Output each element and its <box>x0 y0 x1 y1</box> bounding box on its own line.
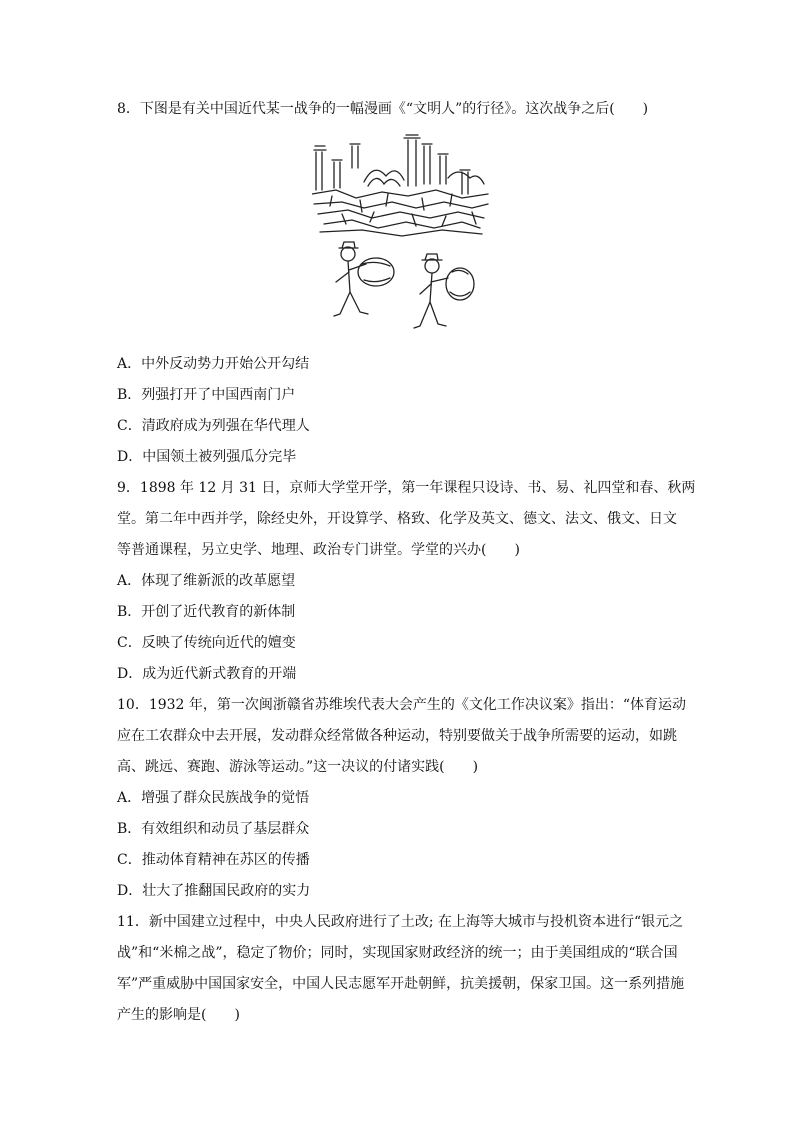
question-9-option-b: B．开创了近代教育的新体制 <box>117 604 296 620</box>
question-8-stem: 8．下图是有关中国近代某一战争的一幅漫画《“文明人”的行径》。这次战争之后( ) <box>117 101 649 117</box>
question-11-stem-line-3: 军”严重威胁中国国家安全，中国人民志愿军开赴朝鲜，抗美援朝，保家卫国。这一系列措施 <box>117 976 685 992</box>
question-10-stem-line-2: 应在工农群众中去开展，发动群众经常做各种运动，特别要做关于战争所需要的运动，如跳 <box>117 728 677 744</box>
question-10-stem-line-3: 高、跳远、赛跑、游泳等运动。”这一决议的付诸实践( ) <box>117 759 479 775</box>
war-cartoon-image <box>312 132 490 344</box>
question-10-option-c: C．推动体育精神在苏区的传播 <box>117 852 310 868</box>
question-10-stem-line-1: 10．1932 年，第一次闽浙赣省苏维埃代表大会产生的《文化工作决议案》指出：“体育运动 <box>117 697 687 713</box>
question-8-option-a: A．中外反动势力开始公开勾结 <box>117 356 310 372</box>
question-9-option-a: A．体现了维新派的改革愿望 <box>117 573 296 589</box>
question-9-stem-line-3: 等普通课程，另立史学、地理、政治专门讲堂。学堂的兴办( ) <box>117 542 520 558</box>
question-8-option-d: D．中国领土被列强瓜分完毕 <box>117 449 297 465</box>
question-10-option-a: A．增强了群众民族战争的觉悟 <box>117 790 310 806</box>
question-9-option-d: D．成为近代新式教育的开端 <box>117 666 297 682</box>
question-9-stem-line-1: 9．1898 年 12 月 31 日，京师大学堂开学，第一年课程只设诗、书、易、礼四堂和春、秋两 <box>117 480 696 496</box>
question-9-option-c: C．反映了传统向近代的嬗变 <box>117 635 296 651</box>
question-8-option-b: B．列强打开了中国西南门户 <box>117 387 296 403</box>
question-10-option-b: B．有效组织和动员了基层群众 <box>117 821 310 837</box>
question-10-option-d: D．壮大了推翻国民政府的实力 <box>117 883 311 899</box>
question-11-stem-line-4: 产生的影响是( ) <box>117 1007 240 1023</box>
question-9-stem-line-2: 堂。第二年中西并学，除经史外，开设算学、格致、化学及英文、德文、法文、俄文、日文 <box>117 511 677 527</box>
question-11-stem-line-2: 战”和“米棉之战”，稳定了物价；同时，实现国家财政经济的统一；由于美国组成的“联合国 <box>117 945 678 961</box>
question-8-option-c: C．清政府成为列强在华代理人 <box>117 418 310 434</box>
question-11-stem-line-1: 11．新中国建立过程中，中央人民政府进行了土改; 在上海等大城市与投机资本进行“银元之 <box>117 914 684 930</box>
